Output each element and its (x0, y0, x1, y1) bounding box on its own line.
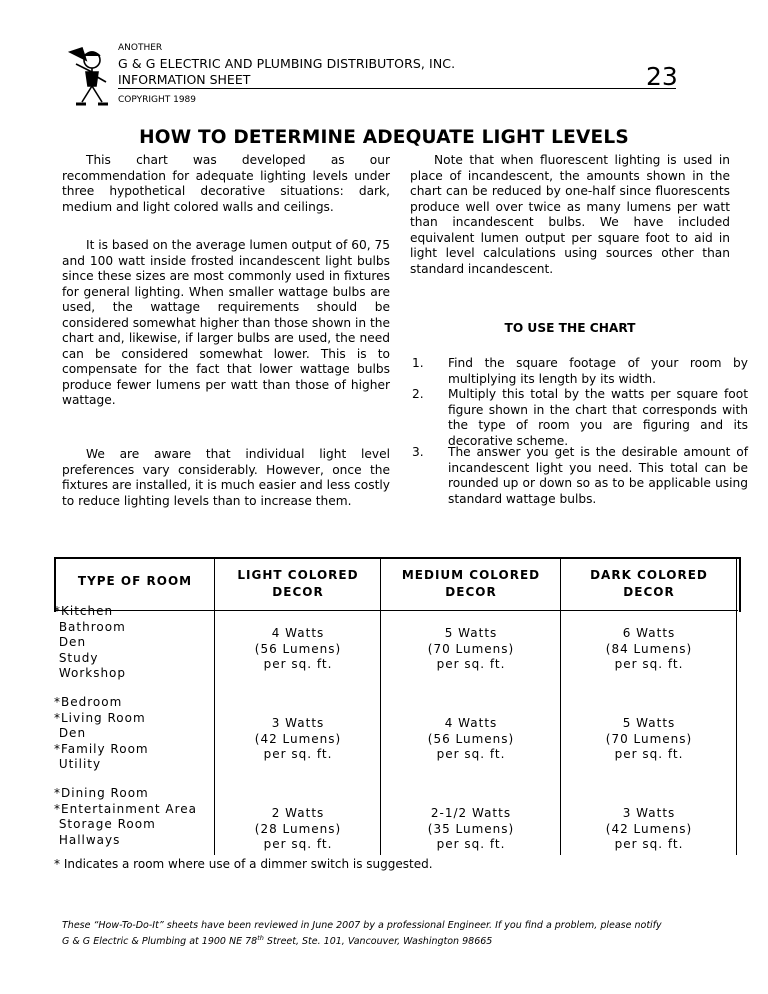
header-light-decor: LIGHT COLORED DECOR (237, 568, 359, 599)
room-name: Study (54, 650, 99, 665)
room-name: Bathroom (54, 619, 126, 634)
medium-decor-value: 2-1/2 Watts (35 Lumens) per sq. ft. (427, 806, 515, 851)
room-name: *Entertainment Area (54, 801, 198, 816)
header-type-of-room: TYPE OF ROOM (77, 574, 193, 588)
step-text: The answer you get is the desirable amount of incandescent light you need. This total can be rounded up or down so as to be applicable using standard wattage bulbs. (448, 445, 748, 506)
header-rule (118, 88, 676, 89)
step-text: Find the square footage of your room by multiplying its length by its width. (448, 356, 748, 386)
medium-decor-value: 4 Watts (56 Lumens) per sq. ft. (427, 716, 515, 761)
room-name: Den (54, 635, 87, 649)
room-name: *Dining Room (54, 786, 149, 800)
room-list (54, 695, 149, 773)
disclaimer-line: G & G Electric & Plumbing at 1900 NE 78th Street, Ste. 101, Vancouver, Washington 98665 (62, 934, 493, 948)
company-mascot-logo (62, 46, 118, 108)
light-decor-value: 3 Watts (42 Lumens) per sq. ft. (254, 716, 342, 761)
room-name: Workshop (54, 666, 127, 680)
room-list (54, 786, 197, 848)
basis-paragraph: It is based on the average lumen output of 60, 75 and 100 watt inside frosted incandescent light bulbs since these sizes are most commonly used in fixtures for general lighting. When smaller wattage bulbs are used, the wattage requirements should be considered somewhat higher than those shown in the chart and, likewise, if larger bulbs are used, the need can be considered somewhat lower. This is to compensate for the fact that lower wattage bulbs produce fewer lumens per watt than those of higher wattage. (62, 238, 390, 407)
table-header-rule (54, 610, 738, 611)
step-text: Multiply this total by the watts per square foot figure shown in the chart that corresponds with the type of room you are figuring and its decorative scheme. (448, 387, 748, 448)
room-name: Den (54, 726, 87, 740)
room-name: *Living Room (54, 710, 146, 725)
table-column-divider (214, 557, 215, 855)
room-name: *Family Room (54, 741, 149, 756)
dark-decor-value: 3 Watts (42 Lumens) per sq. ft. (605, 806, 693, 851)
table-column-divider (736, 557, 737, 855)
step-number: 2. (412, 387, 424, 401)
room-list (54, 604, 126, 682)
fluorescent-paragraph: Note that when fluorescent lighting is used in place of incandescent, the amounts shown in the chart can be reduced by one-half since fluorescents produce well over twice as many lumens per watt than incandescent bulbs. We have included equivalent lumen output per square foot to aid in light level calculations using sources other than standard incandescent. (410, 153, 730, 276)
disclaimer-line: These “How-To-Do-It” sheets have been reviewed in June 2007 by a professional Engineer. If you find a problem, please notify (62, 920, 662, 931)
intro-paragraph: This chart was developed as our recommendation for adequate lighting levels under three hypothetical decorative situations: dark, medium and light colored walls and ceilings. (62, 153, 390, 214)
header-copyright: COPYRIGHT 1989 (118, 95, 197, 105)
light-decor-value: 2 Watts (28 Lumens) per sq. ft. (254, 806, 342, 851)
dark-decor-value: 5 Watts (70 Lumens) per sq. ft. (605, 716, 693, 761)
use-chart-heading: TO USE THE CHART (504, 321, 636, 335)
room-name: *Bedroom (54, 695, 123, 709)
room-name: Utility (54, 757, 102, 771)
table-column-divider (380, 557, 381, 855)
header-another: ANOTHER (118, 43, 163, 53)
room-name: Storage Room (54, 817, 156, 831)
table-column-divider (560, 557, 561, 855)
preference-paragraph: We are aware that individual light level preferences vary considerably. However, once the fixtures are installed, it is much easier and less costly to reduce lighting levels than to increase them. (62, 447, 390, 508)
header-medium-decor: MEDIUM COLORED DECOR (401, 568, 541, 599)
table-footnote: * Indicates a room where use of a dimmer switch is suggested. (54, 857, 433, 871)
sheet-number: 23 (646, 62, 678, 91)
step-number: 1. (412, 356, 424, 370)
page-title: HOW TO DETERMINE ADEQUATE LIGHT LEVELS (139, 127, 629, 148)
room-name: *Kitchen (54, 604, 114, 618)
step-number: 3. (412, 445, 424, 459)
light-decor-value: 4 Watts (56 Lumens) per sq. ft. (254, 626, 342, 671)
review-disclaimer (62, 919, 742, 948)
dark-decor-value: 6 Watts (84 Lumens) per sq. ft. (605, 626, 693, 671)
medium-decor-value: 5 Watts (70 Lumens) per sq. ft. (427, 626, 515, 671)
header-company-name: G & G ELECTRIC AND PLUMBING DISTRIBUTORS, INC. (118, 56, 456, 71)
header-dark-decor: DARK COLORED DECOR (590, 568, 708, 599)
header-sheet-label: INFORMATION SHEET (118, 72, 251, 87)
room-name: Hallways (54, 832, 121, 847)
